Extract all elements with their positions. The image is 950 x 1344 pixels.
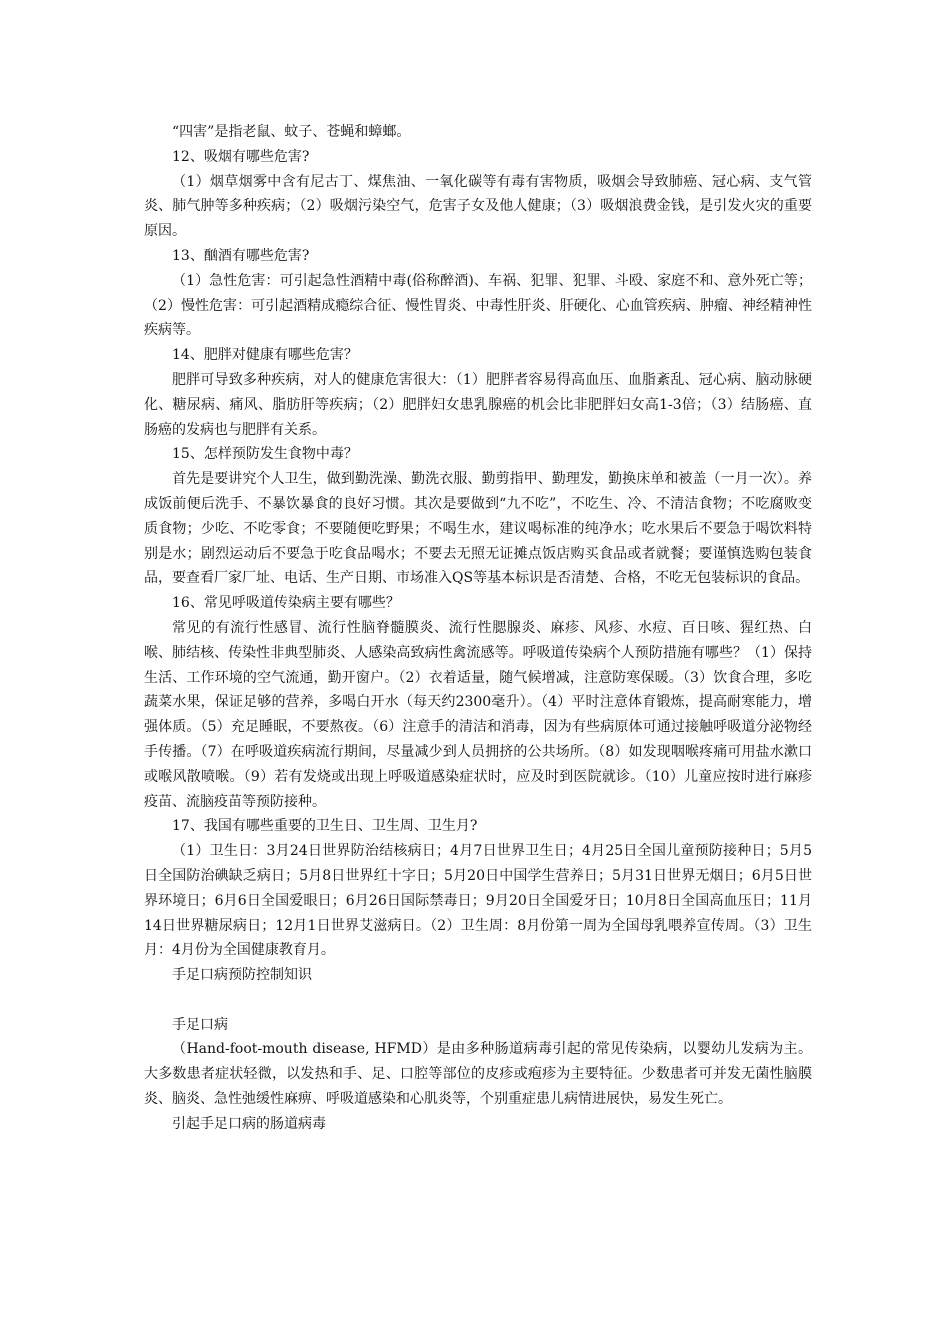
paragraph-obesity-harms: 肥胖可导致多种疾病，对人的健康危害很大：（1）肥胖者容易得高血压、血脂紊乱、冠心病、脑动脉硬化、糖尿病、痛风、脂肪肝等疾病；（2）肥胖妇女患乳腺癌的机会比非肥胖妇女高1-3倍；（3）结肠癌、直肠癌的发病也与肥胖有关系。 bbox=[144, 371, 812, 438]
paragraph-drinking-harms: （1）急性危害：可引起急性酒精中毒(俗称醉酒)、车祸、犯罪、犯罪、斗殴、家庭不和、意外死亡等；（2）慢性危害：可引起酒精成瘾综合征、慢性胃炎、中毒性肝炎、肝硬化、心血管疾病、肿瘤、神经精神性疾病等。 bbox=[144, 272, 812, 339]
heading-q13-drinking: 13、酗酒有哪些危害? bbox=[172, 247, 310, 264]
paragraph-health-days: （1）卫生日：3月24日世界防治结核病日；4月7日世界卫生日；4月25日全国儿童预防接种日；5月5日全国防治碘缺乏病日；5月8日世界红十字日；5月20日中国学生营养日；5月31日世界无烟日；6月5日世界环境日；6月6日全国爱眼日；6月26日国际禁毒日；9月20日全国爱牙日；10月8日全国高血压日；11月14日世界糖尿病日；12月1日世界艾滋病日。（2）卫生周：8月份第一周为全国母乳喂养宣传周。（3）卫生月：4月份为全国健康教育月。 bbox=[144, 843, 812, 959]
paragraph-food-poisoning-prevention: 首先是要讲究个人卫生，做到勤洗澡、勤洗衣服、勤剪指甲、勤理发，勤换床单和被盖（一月一次）。养成饭前便后洗手、不暴饮暴食的良好习惯。其次是要做到“九不吃”，不吃生、冷、不清洁食物；不吃腐败变质食物；少吃、不吃零食；不要随便吃野果；不喝生水，建议喝标准的纯净水；吃水果后不要急于喝饮料特别是水；剧烈运动后不要急于吃食品喝水；不要去无照无证摊点饭店购买食品或者就餐；要谨慎选购包装食品，要查看厂家厂址、电话、生产日期、市场准入QS等基本标识是否清楚、合格，不吃无包装标识的食品。 bbox=[144, 471, 812, 587]
paragraph-smoking-harms: （1）烟草烟雾中含有尼古丁、煤焦油、一氧化碳等有毒有害物质，吸烟会导致肺癌、冠心病、支气管炎、肺气肿等多种疾病；（2）吸烟污染空气，危害子女及他人健康；（3）吸烟浪费金钱，是引发火灾的重要原因。 bbox=[144, 173, 812, 240]
heading-hfmd: 手足口病 bbox=[172, 1016, 228, 1033]
heading-q12-smoking: 12、吸烟有哪些危害? bbox=[172, 148, 310, 165]
paragraph-respiratory-diseases: 常见的有流行性感冒、流行性脑脊髓膜炎、流行性腮腺炎、麻疹、风疹、水痘、百日咳、猩红热、白喉、肺结核、传染性非典型肺炎、人感染高致病性禽流感等。呼吸道传染病个人预防措施有哪些？（1）保持生活、工作环境的空气流通，勤开窗户。（2）衣着适量，随气候增减，注意防寒保暖。（3）饮食合理，多吃蔬菜水果，保证足够的营养，多喝白开水（每天约2300毫升）。（4）平时注意体育锻炼，提高耐寒能力，增强体质。（5）充足睡眠，不要熬夜。（6）注意手的清洁和消毒，因为有些病原体可通过接触呼吸道分泌物经手传播。（7）在呼吸道疾病流行期间，尽量减少到人员拥挤的公共场所。（8）如发现咽喉疼痛可用盐水漱口或喉风散喷喉。（9）若有发烧或出现上呼吸道感染症状时，应及时到医院就诊。（10）儿童应按时进行麻疹疫苗、流脑疫苗等预防接种。 bbox=[144, 619, 812, 810]
heading-hfmd-viruses: 引起手足口病的肠道病毒 bbox=[172, 1115, 326, 1132]
blank-line bbox=[144, 988, 812, 1013]
heading-q15-food-poisoning: 15、怎样预防发生食物中毒？ bbox=[172, 446, 358, 463]
paragraph-hfmd-description: （Hand-foot-mouth disease, HFMD）是由多种肠道病毒引起的常见传染病，以婴幼儿发病为主。大多数患者症状轻微，以发热和手、足、口腔等部位的皮疹或疱疹为主要特征。少数患者可并发无菌性脑膜炎、脑炎、急性弛缓性麻痹、呼吸道感染和心肌炎等，个别重症患儿病情进展快，易发生死亡。 bbox=[144, 1041, 812, 1108]
heading-q17-health-days: 17、我国有哪些重要的卫生日、卫生周、卫生月? bbox=[172, 818, 478, 835]
heading-q16-respiratory: 16、常见呼吸道传染病主要有哪些？ bbox=[172, 595, 400, 612]
heading-q14-obesity: 14、肥胖对健康有哪些危害？ bbox=[172, 347, 358, 364]
heading-hfmd-knowledge: 手足口病预防控制知识 bbox=[172, 967, 312, 984]
paragraph-four-pests: “四害”是指老鼠、蚊子、苍蝇和蟑螂。 bbox=[172, 124, 411, 140]
